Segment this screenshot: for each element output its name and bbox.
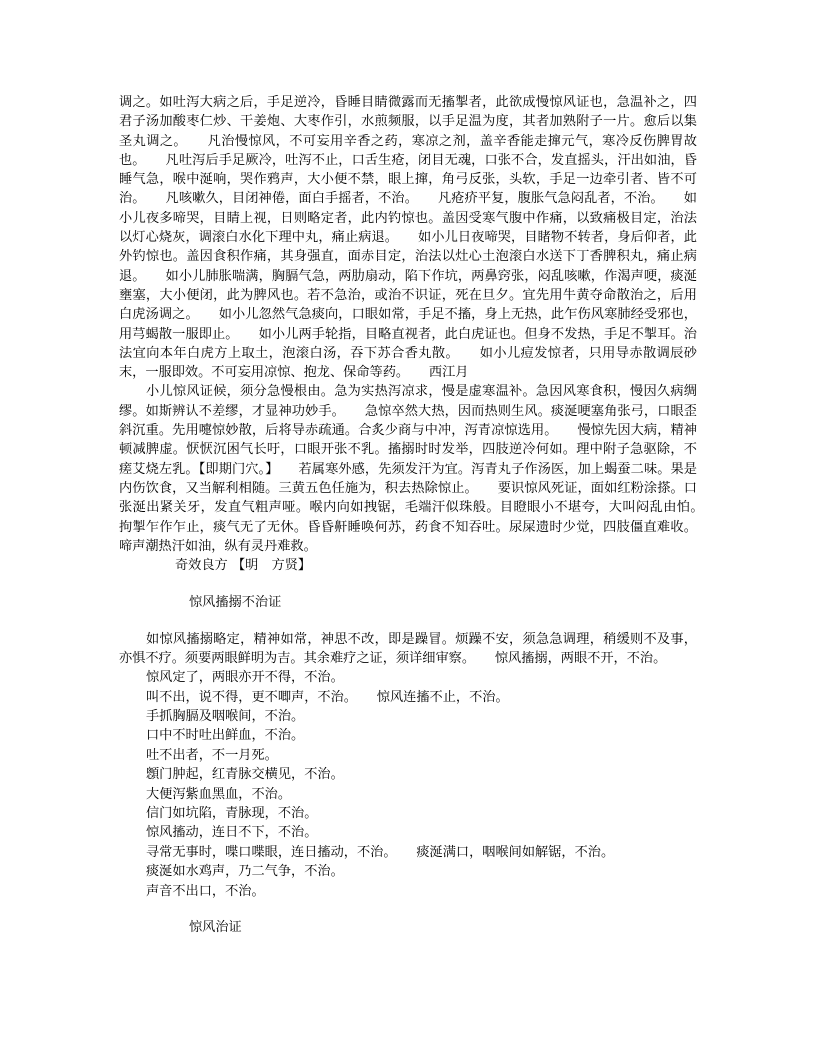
condition-list	[119, 668, 697, 901]
section-heading: 惊风搐搦不治证	[189, 594, 282, 610]
document-page	[119, 93, 724, 938]
list-item: 顖门肿起，红青脉交横见，不治。	[146, 767, 344, 783]
list-item: 口中不时吐出鲜血，不治。	[146, 728, 305, 744]
list-item: 叫不出，说不得，更不唧声，不治。 惊风连搐不止，不治。	[146, 689, 509, 705]
body-paragraph: 小儿惊风证候，须分急慢根由。急为实热泻凉求，慢是虚寒温补。急因风寒食积，慢因久病绸缪。如斯辨认不差缪，才显神功妙手。 急惊卒然大热，因而热则生风。痰涎哽塞角张弓，口眼歪斜沉重。先用嚏惊妙散，后将导赤疏通。合炙少商与中冲，泻青凉惊选用。 慢惊先因大病，精神顿减脾虚。恹恹沉困气长吁，口眼开张不乳。搐搦时时发举，四肢逆冷何如。理中附子急驱除，不瘥艾烧左乳。【即期门穴。】 若属寒外感，先须发汗为宜。泻青丸子作汤医，加上蝎蚕二味。果是内伤饮食，又当解利相随。三黄五色任施为，积去热除惊止。 要识惊风死证，面如红粉涂搽。口张涎出紧关牙，发直气粗声哑。喉内向如拽锯，毛端汗似珠般。目瞪眼小不堪夸，大叫闷乱由怕。 拘掣乍作乍止，痰气无了无休。昏昏鼾睡唤何苏，药食不知吞吐。尿屎遗时少觉，四肢僵直难收。啼声潮热汗如油，纵有灵丹难救。	[119, 384, 724, 554]
list-item: 寻常无事时，喋口喋眼，连日搐动，不治。 痰涎满口，咽喉间如解锯，不治。	[146, 844, 615, 860]
body-paragraph: 如惊风搐搦略定，精神如常，神思不改，即是躁冒。烦躁不安，须急急调理，稍缓则不及事，亦惧不疗。须要两眼鲜明为吉。其余难疗之证，须详细审察。 惊风搐搦，两眼不开，不治。	[119, 631, 697, 666]
list-item: 手抓胸膈及咽喉间，不治。	[146, 708, 305, 724]
body-paragraph: 调之。如吐泻大病之后，手足逆冷，昏睡目睛微露而无搐掣者，此欲成慢惊风证也，急温补之，四君子汤加酸枣仁炒、干姜炮、大枣作引，水煎频服，以手足温为度，其者加熟附子一片。愈后以集圣丸调之。 凡治慢惊风，不可妄用辛香之药，寒凉之剂，盖辛香能走撺元气，寒冷反伤脾胃故也。 凡吐泻后手足厥冷，吐泻不止，口舌生疮，闭目无魂，口张不合，发直摇头，汗出如油，昏睡气急，喉中涎响，哭作鸦声，大小便不禁，眼上撺，角弓反张，头软，手足一边牵引者、皆不可治。 凡咳嗽久，目闭神倦，面白手摇者，不治。 凡疮疥平复，腹胀气急闷乱者，不治。 如小儿夜多啼哭，目睛上视，日则略定者，此内钓惊也。盖因受寒气腹中作痛，以致痛极目定，治法以灯心烧灰，调滚白水化下理中丸，痛止病退。 如小儿日夜啼哭，目睹物不转者，身后仰者，此外钓惊也。盖因食积作痛，其身强直，面赤目定，治法以灶心土泡滚白水送下丁香脾积丸，痛止病退。 如小儿肺胀喘满，胸膈气急，两肋扇动，陷下作坑，两鼻窍张，闷乱咳嗽，作渴声哽，痰涎壅塞，大小便闭，此为脾风也。若不急治，或治不识证，死在旦夕。宜先用牛黄夺命散治之，后用白虎汤调之。 如小儿忽然气急痰向，口眼如常，手足不搐，身上无热，此乍伤风寒肺经受邪也，用芎蝎散一服即止。 如小儿两手轮指，目略直视者，此白虎证也。但身不发热，手足不掣耳。治法宜向本年白虎方上取土，泡滚白汤，吞下苏合香丸散。 如小儿痘发惊者，只用导赤散调辰砂末，一服即效。不可妄用凉惊、抱龙、保命等药。 西江月	[119, 95, 697, 381]
list-item: 惊风搐动，连日不下，不治。	[146, 825, 318, 841]
source-citation: 奇效良方 【明 方贤】	[175, 558, 312, 574]
list-item: 大便泻紫血黑血，不治。	[146, 786, 292, 802]
list-item: 信门如坑陷，青脉现，不治。	[146, 805, 318, 821]
list-item: 吐不出者，不一月死。	[146, 747, 278, 763]
list-item: 痰涎如水鸡声，乃二气争，不治。	[146, 864, 344, 880]
section-heading: 惊风治证	[189, 920, 242, 935]
list-item: 惊风定了，两眼亦开不得，不治。	[146, 670, 344, 686]
list-item: 声音不出口，不治。	[146, 883, 265, 899]
